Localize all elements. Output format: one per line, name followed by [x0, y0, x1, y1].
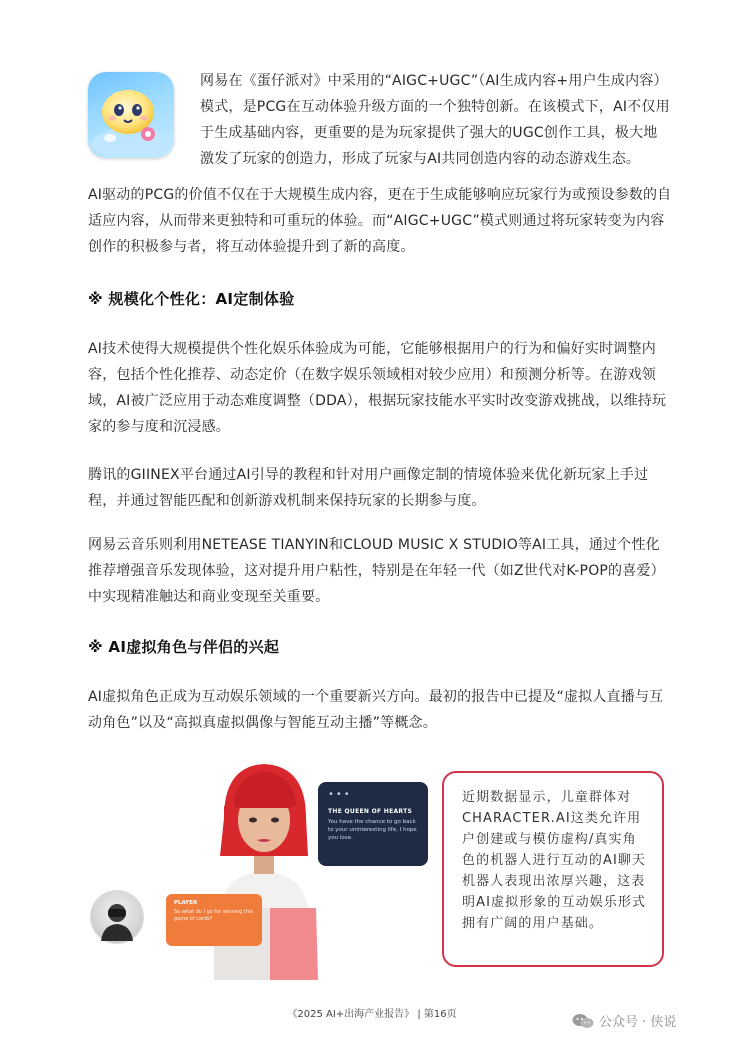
- wechat-logo-icon: [572, 1013, 594, 1029]
- vr-headset-person-icon: [91, 891, 143, 943]
- page-footer: 《2025 AI+出海产业报告》 | 第16页: [287, 1009, 457, 1020]
- egg-party-app-icon: [88, 72, 174, 158]
- pcg-value-paragraph: AI驱动的PCG的价值不仅在于大规模生成内容，更在于生成能够响应玩家行为或预设参数的自适应内容，从而带来更独特和可重玩的体验。而“AIGC+UGC”模式则通过将玩家转变为内容创作的积极参与者，将互动体验提升到了新的高度。: [88, 187, 672, 255]
- watermark-text: 公众号 · 侠说: [599, 1015, 677, 1030]
- bubble-message: So what do I go for winning this game of cards?: [174, 909, 254, 922]
- player-avatar-vr: [90, 890, 144, 944]
- typing-dots-icon: •••: [328, 789, 352, 800]
- virtual-characters-paragraph: AI虚拟角色正成为互动娱乐领域的一个重要新兴方向。最初的报告中已提及“虚拟人直播与互动角色”以及“高拟真虚拟偶像与智能互动主播”等概念。: [88, 689, 664, 731]
- player-chat-bubble: [166, 894, 262, 946]
- egg-character-icon: [88, 72, 174, 158]
- callout-text: 近期数据显示，儿童群体对CHARACTER.AI这类允许用户创建或与模仿虚构/真实角色的机器人进行互动的AI聊天机器人表现出浓厚兴趣，这表明AI虚拟形象的互动娱乐形式拥有广阔的用户基础。: [462, 790, 647, 931]
- section-heading-personalization: ※ 规模化个性化：AI定制体验: [88, 290, 295, 308]
- personalization-paragraph: AI技术使得大规模提供个性化娱乐体验成为可能，它能够根据用户的行为和偏好实时调整内容，包括个性化推荐、动态定价（在数字娱乐领域相对较少应用）和预测分析等。在游戏领域，AI被广泛应用于动态难度调整（DDA），根据玩家技能水平实时改变游戏挑战，以维持玩家的参与度和沉浸感。: [88, 341, 667, 435]
- wechat-watermark: [572, 1011, 676, 1030]
- bubble-message: You have the chance to go back to your uninteresting life, I hope you lose.: [328, 819, 417, 841]
- bubble-speaker-name: THE QUEEN OF HEARTS: [328, 808, 413, 815]
- section-heading-virtual-characters: ※ AI虚拟角色与伴侣的兴起: [88, 638, 280, 656]
- ai-character-illustration: [88, 758, 417, 980]
- tencent-paragraph: 腾讯的GIINEX平台通过AI引导的教程和针对用户画像定制的情境体验来优化新玩家上手过程，并通过智能匹配和创新游戏机制来保持玩家的长期参与度。: [88, 467, 649, 509]
- character-ai-callout: [442, 771, 664, 967]
- bubble-speaker-name: PLAYER: [174, 900, 198, 906]
- queen-of-hearts-chat-bubble: [318, 782, 428, 866]
- netease-music-paragraph: 网易云音乐则利用NETEASE TIANYIN和CLOUD MUSIC X STUDIO等AI工具，通过个性化推荐增强音乐发现体验，这对提升用户粘性，特别是在年轻一代（如Z世代对K-POP的喜爱）中实现精准触达和商业变现至关重要。: [88, 537, 665, 605]
- intro-paragraph: 网易在《蛋仔派对》中采用的“AIGC+UGC”（AI生成内容+用户生成内容）模式，是PCG在互动体验升级方面的一个独特创新。在该模式下，AI不仅用于生成基础内容，更重要的是为玩家提供了强大的UGC创作工具，极大地激发了玩家的创造力，形成了玩家与AI共同创造内容的动态游戏生态。: [200, 73, 670, 167]
